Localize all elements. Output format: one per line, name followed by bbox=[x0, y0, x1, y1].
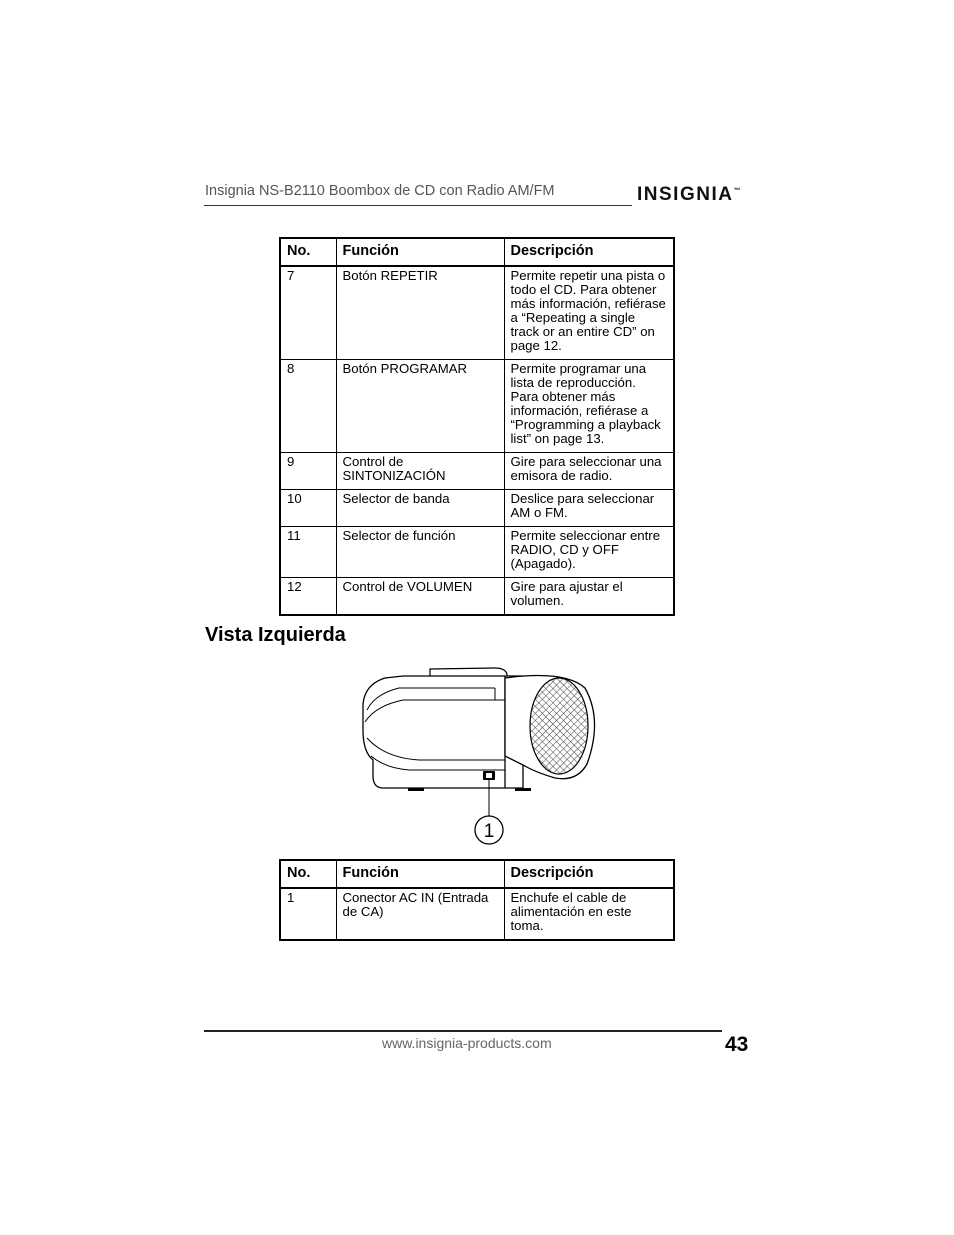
cell-funcion: Botón REPETIR bbox=[336, 266, 504, 360]
table-header-row bbox=[280, 860, 674, 888]
function-table-front bbox=[279, 237, 675, 616]
table-row bbox=[280, 527, 674, 578]
cell-no: 12 bbox=[280, 578, 336, 616]
header-divider bbox=[204, 205, 632, 206]
table-row bbox=[280, 888, 674, 940]
page-number: 43 bbox=[725, 1033, 749, 1056]
cell-no: 8 bbox=[280, 360, 336, 453]
table-header-row bbox=[280, 238, 674, 266]
cell-descripcion: Gire para seleccionar una emisora de radio. bbox=[504, 453, 674, 490]
footer-divider bbox=[204, 1030, 722, 1032]
column-header-funcion: Función bbox=[336, 860, 504, 888]
cell-descripcion: Deslice para seleccionar AM o FM. bbox=[504, 490, 674, 527]
cell-funcion: Botón PROGRAMAR bbox=[336, 360, 504, 453]
column-header-no: No. bbox=[280, 238, 336, 266]
cell-funcion: Selector de banda bbox=[336, 490, 504, 527]
cell-no: 9 bbox=[280, 453, 336, 490]
logo-trademark: ™ bbox=[733, 187, 741, 195]
cell-funcion: Control de VOLUMEN bbox=[336, 578, 504, 616]
cell-no: 11 bbox=[280, 527, 336, 578]
logo-text: INSIGNIA bbox=[637, 184, 734, 205]
footer-url: www.insignia-products.com bbox=[382, 1035, 552, 1051]
column-header-descripcion: Descripción bbox=[504, 860, 674, 888]
table-row bbox=[280, 578, 674, 616]
table-row bbox=[280, 360, 674, 453]
column-header-no: No. bbox=[280, 860, 336, 888]
boombox-left-view-illustration bbox=[355, 660, 605, 850]
cell-funcion: Selector de función bbox=[336, 527, 504, 578]
cell-descripcion: Enchufe el cable de alimentación en este toma. bbox=[504, 888, 674, 940]
function-table-left-view bbox=[279, 859, 675, 941]
cell-descripcion: Gire para ajustar el volumen. bbox=[504, 578, 674, 616]
cell-no: 7 bbox=[280, 266, 336, 360]
section-title: Vista Izquierda bbox=[205, 624, 346, 646]
cell-funcion: Control de SINTONIZACIÓN bbox=[336, 453, 504, 490]
cell-descripcion: Permite seleccionar entre RADIO, CD y OFF (Apagado). bbox=[504, 527, 674, 578]
insignia-logo bbox=[637, 184, 740, 206]
cell-no: 1 bbox=[280, 888, 336, 940]
callout-number: 1 bbox=[483, 821, 495, 842]
cell-no: 10 bbox=[280, 490, 336, 527]
cell-descripcion: Permite repetir una pista o todo el CD. Para obtener más información, refiérase a “Repeating a single track or an entire CD” on page 12. bbox=[504, 266, 674, 360]
column-header-descripcion: Descripción bbox=[504, 238, 674, 266]
cell-funcion: Conector AC IN (Entrada de CA) bbox=[336, 888, 504, 940]
column-header-funcion: Función bbox=[336, 238, 504, 266]
header-title: Insignia NS-B2110 Boombox de CD con Radio AM/FM bbox=[205, 183, 555, 199]
table-row bbox=[280, 453, 674, 490]
table-row bbox=[280, 490, 674, 527]
cell-descripcion: Permite programar una lista de reproducción. Para obtener más información, refiérase a “Programming a playback list” on page 13. bbox=[504, 360, 674, 453]
table-row bbox=[280, 266, 674, 360]
